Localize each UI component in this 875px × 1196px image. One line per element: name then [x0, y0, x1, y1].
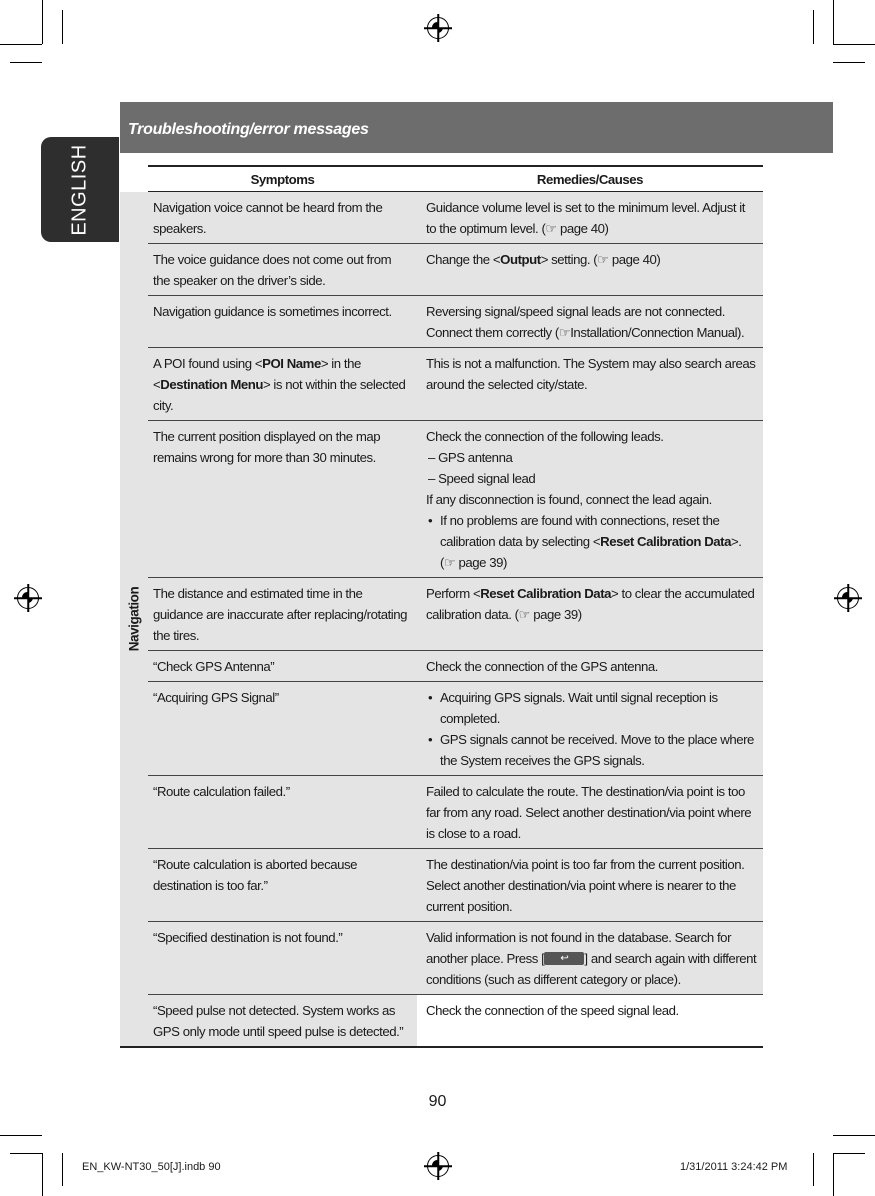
category-label: Navigation	[126, 586, 142, 652]
crop-mark	[813, 1153, 814, 1186]
crop-mark	[833, 1135, 875, 1136]
table-row	[120, 682, 763, 776]
registration-mark-icon	[427, 17, 449, 39]
crop-mark	[42, 1153, 43, 1196]
registration-mark-icon	[837, 587, 859, 609]
symptom-cell: “Check GPS Antenna”	[148, 651, 417, 682]
table-row	[120, 348, 763, 421]
crop-mark	[833, 1153, 834, 1196]
table-row	[120, 995, 763, 1048]
table-row	[120, 192, 763, 244]
crop-mark	[833, 62, 865, 63]
crop-mark	[833, 44, 875, 45]
troubleshooting-table	[120, 165, 763, 1048]
crop-mark	[0, 1135, 42, 1136]
crop-mark	[42, 0, 43, 44]
remedy-cell: Reversing signal/speed signal leads are not connected. Connect them correctly (☞Installation/Connection Manual).	[417, 296, 763, 348]
remedy-cell: Guidance volume level is set to the minimum level. Adjust it to the optimum level. (☞ page 40)	[417, 192, 763, 244]
symptom-cell: “Route calculation failed.”	[148, 776, 417, 849]
symptom-cell: The voice guidance does not come out from the speaker on the driver’s side.	[148, 244, 417, 296]
symptom-cell: The distance and estimated time in the guidance are inaccurate after replacing/rotating the tires.	[148, 578, 417, 651]
symptom-cell: A POI found using <POI Name> in the <Destination Menu> is not within the selected city.	[148, 348, 417, 421]
symptom-cell: The current position displayed on the map remains wrong for more than 30 minutes.	[148, 421, 417, 578]
table-row	[120, 849, 763, 922]
remedy-cell: Check the connection of the speed signal lead.	[417, 995, 763, 1048]
remedy-cell: This is not a malfunction. The System may also search areas around the selected city/state.	[417, 348, 763, 421]
symptom-cell: Navigation voice cannot be heard from the speakers.	[148, 192, 417, 244]
registration-mark-icon	[17, 587, 39, 609]
table-row	[120, 776, 763, 849]
symptom-cell: “Acquiring GPS Signal”	[148, 682, 417, 776]
header-spacer	[120, 166, 148, 192]
footer-timestamp: 1/31/2011 3:24:42 PM	[680, 1161, 788, 1173]
remedy-cell: Change the <Output> setting. (☞ page 40)	[417, 244, 763, 296]
crop-mark	[10, 1153, 42, 1154]
crop-mark	[62, 10, 63, 44]
language-label: ENGLISH	[68, 143, 91, 236]
crop-mark	[0, 44, 42, 45]
table-row	[120, 578, 763, 651]
symptom-cell: “Speed pulse not detected. System works as GPS only mode until speed pulse is detected.”	[148, 995, 417, 1048]
table-header-row	[120, 166, 763, 192]
table-row	[120, 296, 763, 348]
header-remedies: Remedies/Causes	[417, 166, 763, 192]
remedy-cell: Check the connection of the following leads. – GPS antenna – Speed signal lead If any disconnection is found, connect the lead again. • If no problems are found with connections, reset the calibration data by selecting <Reset Calibration Data>. (☞ page 39)	[417, 421, 763, 578]
symptom-cell: Navigation guidance is sometimes incorrect.	[148, 296, 417, 348]
remedy-cell: The destination/via point is too far from the current position. Select another destination/via point where is nearer to the current position.	[417, 849, 763, 922]
back-arrow-icon: ↩	[544, 952, 584, 965]
table-row	[120, 651, 763, 682]
section-header	[120, 102, 833, 153]
crop-mark	[813, 10, 814, 44]
remedy-cell: Failed to calculate the route. The destination/via point is too far from any road. Select another destination/via point where is close to a road.	[417, 776, 763, 849]
crop-mark	[10, 62, 42, 63]
table-row	[120, 922, 763, 995]
remedy-cell: • Acquiring GPS signals. Wait until signal reception is completed. • GPS signals cannot be received. Move to the place where the System receives the GPS signals.	[417, 682, 763, 776]
remedy-cell: Valid information is not found in the database. Search for another place. Press [ ↩ ] and search again with different conditions (such as different category or place).	[417, 922, 763, 995]
remedy-cell: Check the connection of the GPS antenna.	[417, 651, 763, 682]
crop-mark	[833, 1153, 865, 1154]
page-number: 90	[428, 1093, 447, 1110]
table-row	[120, 244, 763, 296]
category-cell	[120, 192, 148, 1048]
crop-mark	[62, 1153, 63, 1186]
section-title: Troubleshooting/error messages	[128, 121, 369, 138]
remedy-cell: Perform <Reset Calibration Data> to clear the accumulated calibration data. (☞ page 39)	[417, 578, 763, 651]
symptom-cell: “Specified destination is not found.”	[148, 922, 417, 995]
registration-mark-icon	[427, 1155, 449, 1177]
footer-file: EN_KW-NT30_50[J].indb 90	[82, 1161, 221, 1173]
language-tab	[41, 137, 119, 242]
table-row	[120, 421, 763, 578]
crop-mark	[833, 0, 834, 44]
header-symptoms: Symptoms	[148, 166, 417, 192]
symptom-cell: “Route calculation is aborted because destination is too far.”	[148, 849, 417, 922]
